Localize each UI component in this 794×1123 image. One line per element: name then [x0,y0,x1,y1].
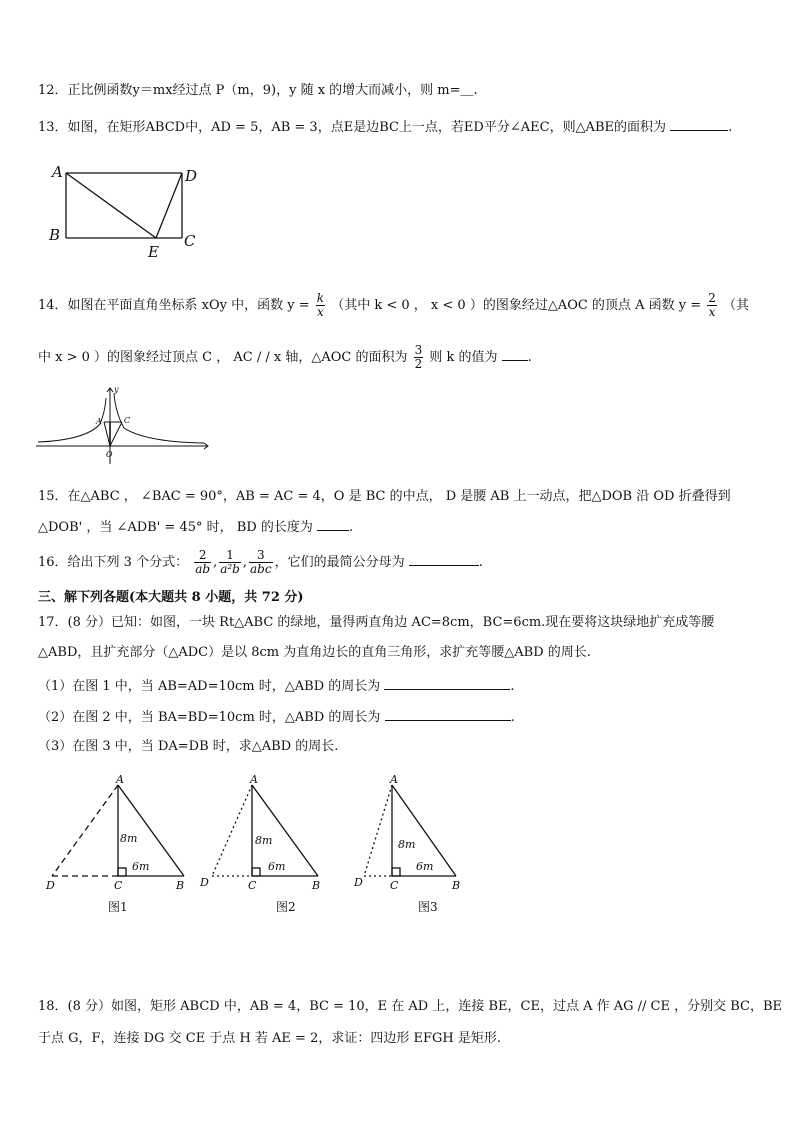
q13-label-d: D [185,167,198,185]
svg-text:D: D [354,876,363,889]
q14-line2a: 中 x > 0 ）的图象经过顶点 C ， AC / / x 轴，△AOC 的面积为 [38,350,408,365]
q13-label-c: C [184,232,196,250]
svg-text:A: A [116,773,124,786]
section-3-title: 三、解下列各题(本大题共 8 小题，共 72 分) [38,590,304,605]
svg-text:8m: 8m [120,832,138,845]
figure-3-caption: 图3 [418,900,438,914]
q13-label-a: A [52,163,63,181]
answer-blank [385,708,511,721]
question-18-line2 [38,1030,501,1048]
q14-label-o: O [106,450,113,459]
q17-sub2: （2）在图 2 中，当 BA=BD=10cm 时，△ABD 的周长为 [38,710,381,725]
q17-figure-1 [44,770,194,890]
q13-label-e: E [148,243,159,260]
svg-text:D: D [200,876,209,889]
question-17-line2 [38,644,591,662]
question-18-line1 [38,998,782,1016]
svg-text:B: B [312,879,321,890]
answer-blank [384,677,510,690]
q14-part2: （其中 k < 0 ， x < 0 ）的图象经过△AOC 的顶点 A 函数 y = [331,298,702,313]
svg-text:C: C [248,879,257,890]
question-15-line1 [38,488,731,506]
question-15-line2: △DOB' ，当 ∠ADB' = 45° 时， BD 的长度为 . [38,520,354,535]
answer-blank [409,553,479,566]
q17-sub1: （1）在图 1 中，当 AB=AD=10cm 时，△ABD 的周长为 [38,679,381,694]
q16-fraction-2: $\frac{1}{\text{a²b}}$ [220,548,240,576]
svg-text:6m: 6m [416,860,434,873]
figure-1-caption: 图1 [108,900,128,914]
question-17-line1 [38,614,714,632]
question-17-sub1: （1）在图 1 中，当 AB=AD=10cm 时，△ABD 的周长为 . [38,679,515,694]
figure-2-caption: 图2 [276,900,296,914]
q14-label-c: C [124,416,131,425]
question-16: 16．给出下列 3 个分式： $\frac{2}{ab}$ , $\frac{1}{\text{a²b}}$ , $\frac{3}{\text{abc}}$ ，它们的最简公分母为 . [38,548,483,576]
q13-rectangle-figure [44,160,214,260]
question-12 [38,82,478,100]
q14-label-y: y [114,385,119,394]
svg-text:8m: 8m [398,838,416,851]
answer-blank [502,348,528,361]
question-14-line1 [38,292,749,319]
svg-text:6m: 6m [132,860,150,873]
section-3-heading [38,589,304,607]
q13-label-b: B [49,226,61,244]
svg-text:A: A [250,773,258,786]
q15-line2: △DOB' ，当 ∠ADB' = 45° 时， BD 的长度为 [38,520,313,535]
q13-text: 13．如图，在矩形ABCD中，AD = 5，AB = 3，点E是边BC上一点，若ED平分∠AEC，则△ABE的面积为 [38,120,666,135]
svg-text:6m: 6m [268,860,286,873]
question-14-line2: 中 x > 0 ）的图象经过顶点 C ， AC / / x 轴，△AOC 的面积为 $\frac{3}{2}$ 则 k 的值为 . [38,343,532,371]
svg-text:A: A [390,773,398,786]
q16-part2: ，它们的最简公分母为 [274,555,405,570]
q17-figure-2 [196,770,336,890]
q15-line1: 15．在△ABC ， ∠BAC = 90°，AB = AC = 4，O 是 BC 的中点， D 是腰 AB 上一动点，把△DOB 沿 OD 折叠得到 [38,489,731,504]
q12-text: 12．正比例函数y＝mx经过点 P（m，9)，y 随 x 的增大而减小，则 m=＿. [38,83,478,98]
q14-part1: 14．如图在平面直角坐标系 xOy 中，函数 y = [38,298,310,313]
svg-text:8m: 8m [255,834,273,847]
question-13: 13．如图，在矩形ABCD中，AD = 5，AB = 3，点E是边BC上一点，若ED平分∠AEC，则△ABE的面积为 . [38,120,733,135]
q16-fraction-3: $\frac{3}{\text{abc}}$ [250,548,272,576]
question-17-sub3 [38,738,338,756]
answer-blank [317,518,349,531]
q14-fraction-k-over-x: $\frac{k}{x}$ [316,291,325,319]
svg-text:C: C [114,879,123,890]
q16-fraction-1: $\frac{2}{ab}$ [195,548,211,576]
q18-line2: 于点 G，F，连接 DG 交 CE 于点 H 若 AE = 2，求证：四边形 EFGH 是矩形. [38,1031,501,1046]
q17-figure-3 [350,770,480,890]
q14-label-a: A [96,417,102,426]
q14-part3: （其 [723,298,750,313]
q14-line2b: 则 k 的值为 [429,350,498,365]
q16-part1: 16．给出下列 3 个分式： [38,555,189,570]
q14-fraction-3-over-2: $\frac{3}{2}$ [414,343,423,371]
question-17-sub2: （2）在图 2 中，当 BA=BD=10cm 时，△ABD 的周长为 . [38,710,515,725]
q14-hyperbola-figure [36,384,216,466]
svg-text:B: B [176,879,185,890]
q17-line2: △ABD，且扩充部分（△ADC）是以 8cm 为直角边长的直角三角形，求扩充等腰△ABD 的周长. [38,645,591,660]
svg-text:C: C [390,879,399,890]
q17-sub3: （3）在图 3 中，当 DA=DB 时，求△ABD 的周长. [38,739,339,754]
q17-line1: 17．(8 分）已知：如图，一块 Rt△ABC 的绿地，量得两直角边 AC=8cm，BC=6cm.现在要将这块绿地扩充成等腰 [38,615,715,630]
answer-blank [670,118,728,131]
svg-text:B: B [452,879,461,890]
q18-line1: 18．(8 分）如图，矩形 ABCD 中，AB = 4，BC = 10，E 在 AD 上，连接 BE，CE，过点 A 作 AG // CE ，分别交 BC，BE [38,999,783,1014]
q14-fraction-2-over-x: $\frac{2}{x}$ [708,291,716,319]
svg-text:D: D [46,879,55,890]
